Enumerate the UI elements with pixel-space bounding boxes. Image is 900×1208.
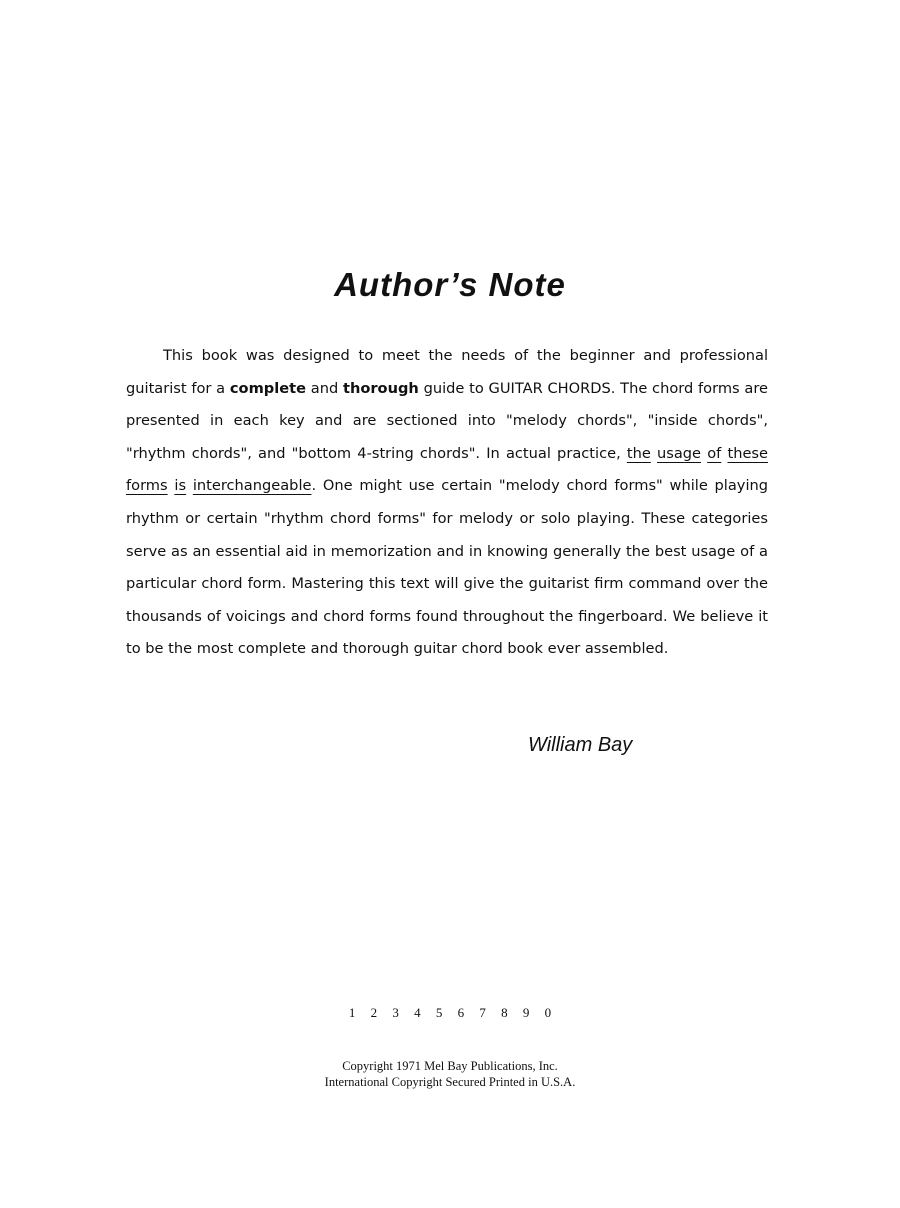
author-signature: William Bay [528,734,633,756]
page-title: Author’s Note [334,266,566,303]
author-note-paragraph [126,340,768,666]
paragraph-text: This book was designed to meet the needs of the beginner and professional guitarist for a [126,347,768,397]
underlined-word: of [707,444,722,462]
printing-number-line: 1 2 3 4 5 6 7 8 9 0 [348,1005,558,1020]
copyright-line: Copyright 1971 Mel Bay Publications, Inc. [342,1059,558,1073]
underlined-word: usage [657,444,702,462]
paragraph-text: guide to GUITAR CHORDS. The chord forms are presented in each key and are sectioned into "melody chords", "inside chords", "rhythm chords", and "bottom 4-string chords". In actual practice, [126,379,768,462]
underlined-word: forms [126,477,168,495]
underlined-word: these [727,444,769,462]
paragraph-text: and [306,379,343,397]
paragraph-text: . One might use certain "melody chord forms" while playing rhythm or certain "rhythm chord forms" for melody or solo playing. These categories serve as an essential aid in memorization and in knowing generally the best usage of a particular chord form. Mastering this text will give the guitarist firm command over the thousands of voicings and chord forms found throughout the fingerboard. We believe it to be the most complete and thorough guitar chord book ever assembled. [126,477,769,658]
emphasis-thorough: thorough [342,379,419,397]
underlined-word: the [626,444,651,462]
copyright-line: International Copyright Secured Printed in U.S.A. [324,1075,576,1089]
copyright-notice [0,1058,900,1090]
emphasis-complete: complete [229,379,306,397]
underlined-word: is [174,477,187,495]
underlined-word: interchangeable [192,477,312,495]
